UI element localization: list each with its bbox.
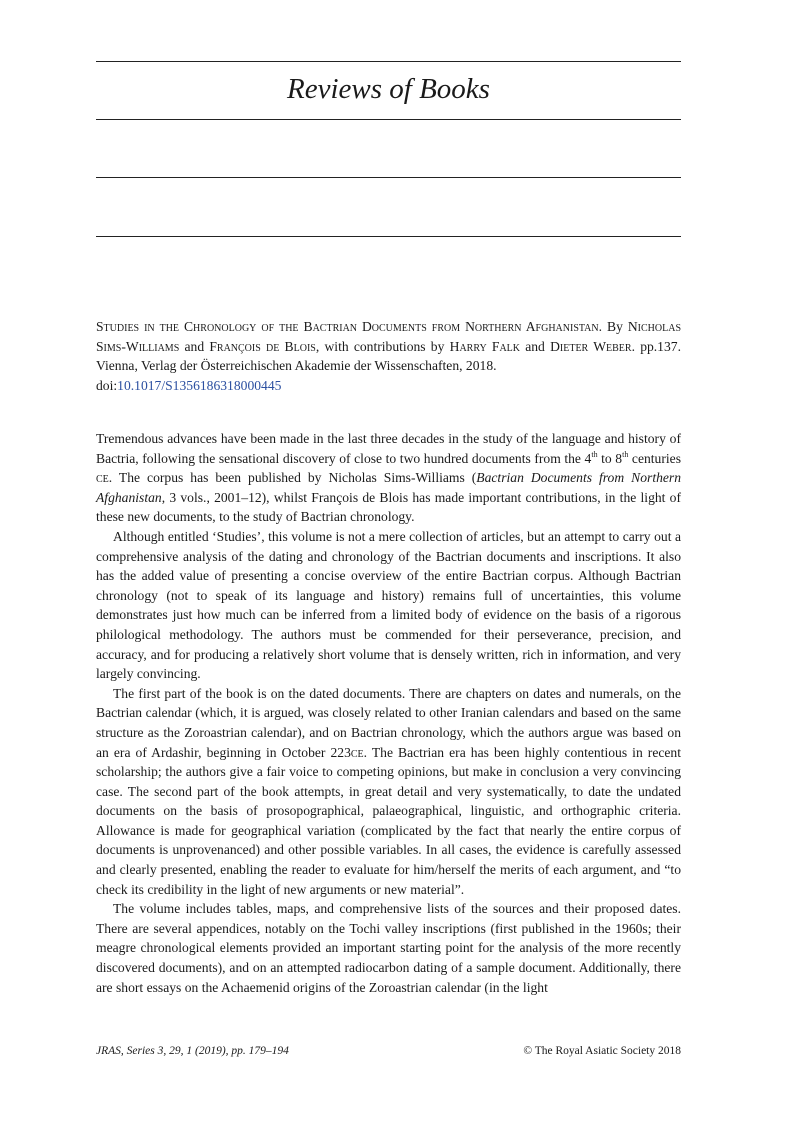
- by-word: By: [607, 319, 623, 334]
- review-body: [96, 429, 681, 997]
- header-rule-top: [96, 61, 681, 62]
- paragraph-3: [96, 684, 681, 900]
- contributor-2: Dieter Weber: [550, 338, 632, 354]
- copyright-notice: © The Royal Asiatic Society 2018: [523, 1045, 681, 1057]
- paragraph-1: [96, 429, 681, 527]
- author-2: François de Blois: [209, 338, 316, 354]
- p3-era: ce: [350, 744, 364, 760]
- contrib-text: , with contributions by: [315, 338, 445, 354]
- p3-text-a: The first part of the book is on the dated documents. There are chapters on dates and numerals, on the Bactrian calendar (which, it is argued, was closely related to other Iranian calendars and based on the same structure as the Zoroastrian calendar), and on Bactrian chronology, which the authors argue was based on an era of Ardashir, beginning in October 223: [96, 685, 681, 760]
- book-citation: Studies in the Chronology of the Bactrian Documents from Northern Afghanistan. By Nicholas Sims-Williams and François de Blois, with contributions by Harry Falk and Dieter Weber. pp.137. Vienna, Verlag der Österreichischen Akademie der Wissenschaften, 2018. doi:10.1017/S1356186318000445: [96, 319, 682, 393]
- doi-label: doi:: [96, 377, 118, 393]
- book-title: Studies in the Chronology of the Bactrian Documents from Northern Afghanistan: [96, 319, 599, 334]
- paragraph-2: Although entitled ‘Studies’, this volume is not a mere collection of articles, but an attempt to carry out a comprehensive analysis of the dating and chronology of the Bactrian documents and inscriptions. It also has the added value of presenting a concise overview of the entire Bactrian corpus. Although Bactrian chronology (not to speak of its language and history) remains full of uncertainties, this volume demonstrates just how much can be inferred from a limited body of evidence on the basis of a rigorous philological methodology. The authors must be commended for their perseverance, precision, and accuracy, and for producing a relatively short volume that is densely written, rich in information, and very largely convincing.: [96, 528, 681, 682]
- p1-sup-1: th: [591, 449, 598, 459]
- contributor-1: Harry Falk: [449, 338, 520, 354]
- p1-text-d: . The corpus has been published by Nicholas Sims-Williams (: [108, 470, 477, 486]
- and-word-2: and: [525, 338, 545, 354]
- p1-text-a: Tremendous advances have been made in the last three decades in the study of the language and history of Bactria, following the sensational discovery of close to two hundred documents from the 4: [96, 431, 681, 466]
- p3-text-b: . The Bactrian era has been highly contentious in recent scholarship; the authors give a fair voice to competing opinions, but make in conclusion a very convincing case. The second part of the book attempts, in great detail and very systematically, to date the undated documents on the basis of prosopographical, palaeographical, linguistic, and orthographic criteria. Allowance is made for geographical variation (complicated by the fact that nearly the entire corpus of documents is unprovenanced) and other possible variables. In all cases, the evidence is carefully assessed and clearly presented, enabling the reader to evaluate for him/herself the merits of each argument, and “to check its credibility in the light of new arguments or new material”.: [96, 744, 681, 897]
- p1-book-title: Bactrian Documents from Northern Afghanistan: [96, 470, 682, 505]
- paragraph-4: The volume includes tables, maps, and comprehensive lists of the sources and their proposed dates. There are several appendices, notably on the Tochi valley inscriptions (first published in the 1960s; their meagre chronological elements provided an important starting point for the analysis of the more recently discovered documents), and on an attempted radiocarbon dating of a sample document. Additionally, there are short essays on the Achaemenid origins of the Zoroastrian calendar (in the light: [96, 901, 681, 995]
- author-1: Nicholas Sims-Williams: [96, 319, 682, 354]
- header-rule-2: [96, 119, 681, 120]
- section-title: Reviews of Books: [287, 73, 490, 105]
- header-rule-4: [96, 236, 681, 237]
- p1-sup-2: th: [622, 449, 629, 459]
- journal-reference: JRAS, Series 3, 29, 1 (2019), pp. 179–194: [96, 1045, 289, 1057]
- p1-text-e: , 3 vols., 2001–12), whilst François de Blois has made important contributions, in the light of these new documents, to the study of Bactrian chronology.: [96, 489, 681, 525]
- publication-info: . pp.137. Vienna, Verlag der Österreichischen Akademie der Wissenschaften, 2018.: [96, 338, 681, 374]
- doi-link[interactable]: 10.1017/S1356186318000445: [117, 377, 282, 393]
- p1-text-c: centuries: [628, 450, 681, 466]
- p1-text-b: to 8: [597, 450, 623, 466]
- header-rule-3: [96, 177, 681, 178]
- p1-era: ce: [96, 470, 109, 486]
- and-word: and: [184, 338, 205, 354]
